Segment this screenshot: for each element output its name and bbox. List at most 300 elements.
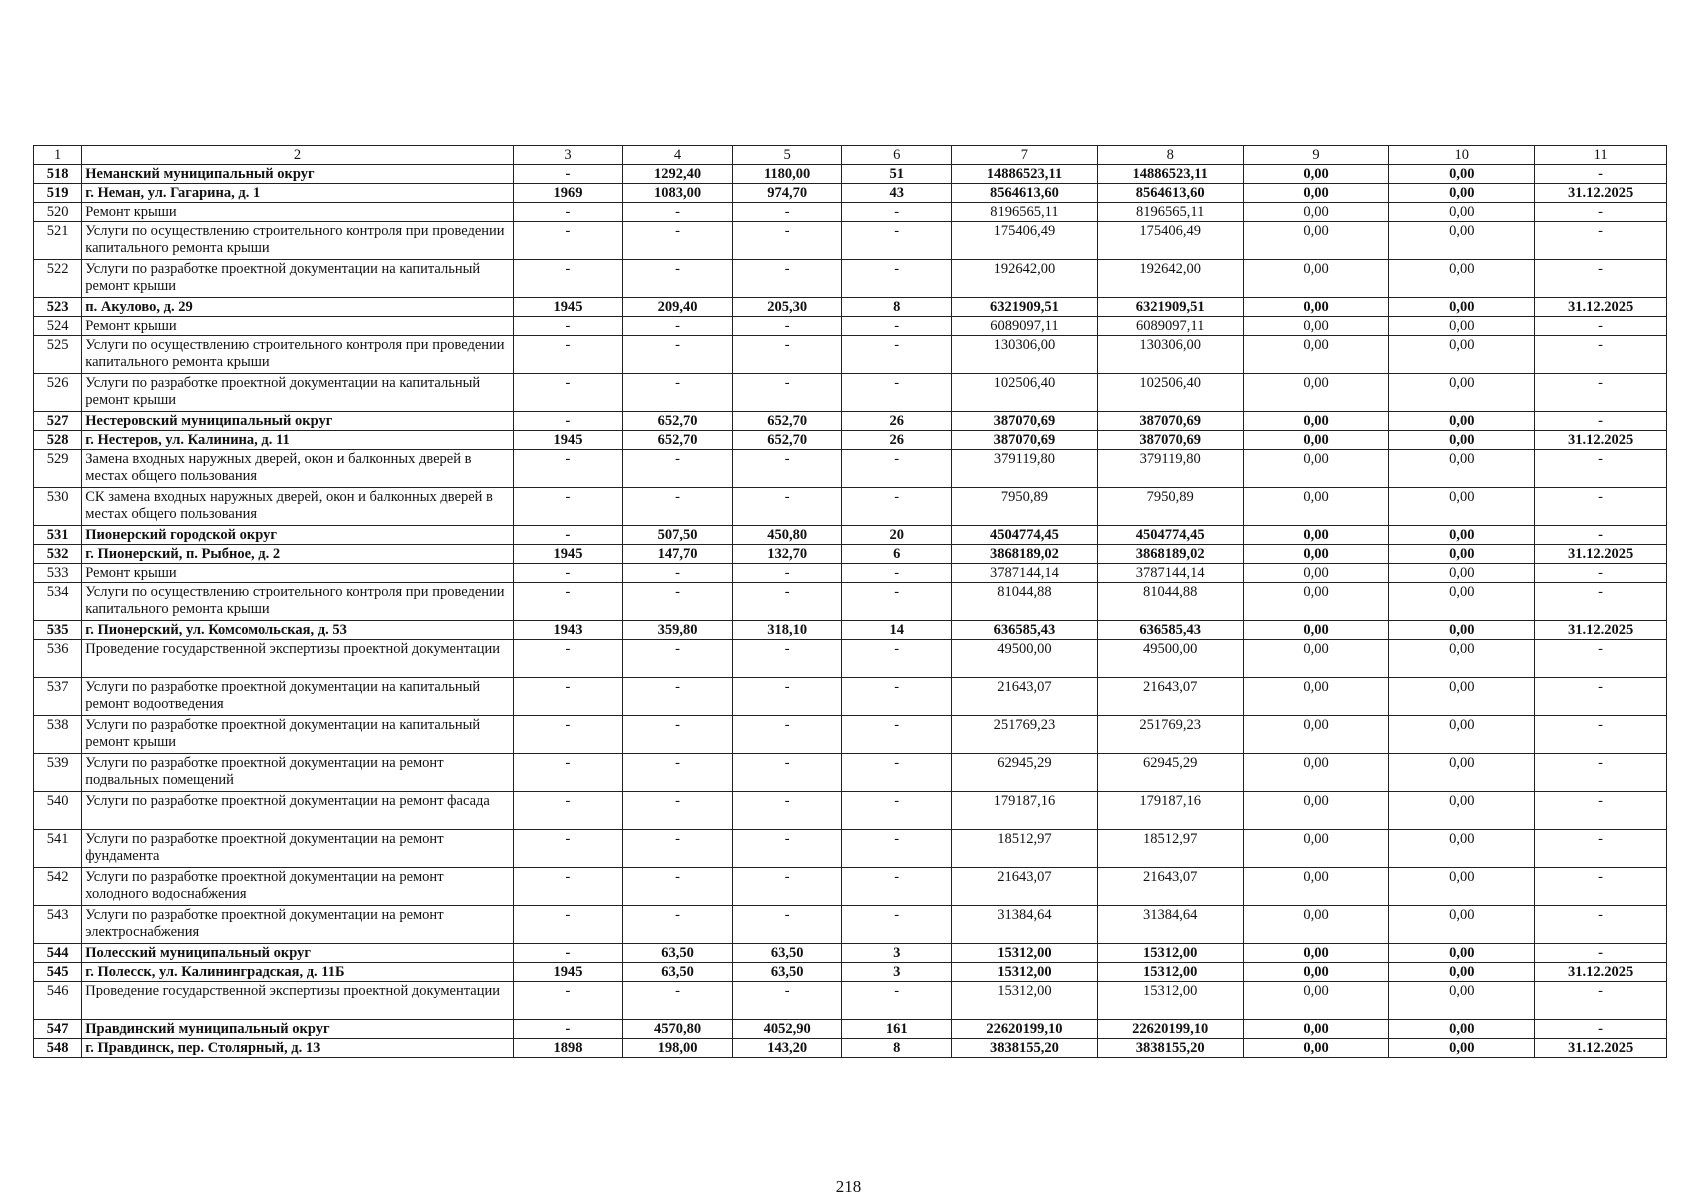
value-cell: 132,70	[732, 545, 842, 564]
value-cell: 21643,07	[1097, 678, 1243, 716]
value-cell: 1969	[513, 184, 623, 203]
value-cell: -	[623, 716, 733, 754]
value-cell: -	[513, 488, 623, 526]
value-cell: -	[842, 982, 952, 1020]
value-cell: 974,70	[732, 184, 842, 203]
value-cell: 62945,29	[1097, 754, 1243, 792]
value-cell: 0,00	[1243, 640, 1389, 678]
value-cell: -	[1535, 792, 1667, 830]
value-cell: -	[842, 260, 952, 298]
value-cell: 0,00	[1389, 260, 1535, 298]
value-cell: 15312,00	[952, 963, 1098, 982]
value-cell: -	[623, 868, 733, 906]
value-cell: -	[732, 868, 842, 906]
description-cell: п. Акулово, д. 29	[82, 298, 513, 317]
value-cell: -	[1535, 374, 1667, 412]
value-cell: 31.12.2025	[1535, 184, 1667, 203]
value-cell: -	[1535, 1020, 1667, 1039]
row-number-cell: 526	[34, 374, 82, 412]
description-cell: Услуги по осуществлению строительного контроля при проведении капитального ремонта крыши	[82, 222, 513, 260]
table-row	[34, 526, 1667, 545]
row-number-cell: 529	[34, 450, 82, 488]
value-cell: -	[732, 678, 842, 716]
table-row	[34, 431, 1667, 450]
description-cell: Неманский муниципальный округ	[82, 165, 513, 184]
value-cell: -	[842, 906, 952, 944]
value-cell: 175406,49	[1097, 222, 1243, 260]
value-cell: -	[732, 336, 842, 374]
row-number-cell: 524	[34, 317, 82, 336]
value-cell: 15312,00	[952, 982, 1098, 1020]
row-number-cell: 540	[34, 792, 82, 830]
value-cell: 387070,69	[952, 431, 1098, 450]
value-cell: 0,00	[1389, 545, 1535, 564]
table-row	[34, 830, 1667, 868]
table-row	[34, 450, 1667, 488]
value-cell: -	[513, 982, 623, 1020]
value-cell: -	[513, 1020, 623, 1039]
value-cell: 0,00	[1389, 1039, 1535, 1058]
value-cell: 6089097,11	[1097, 317, 1243, 336]
row-number-cell: 536	[34, 640, 82, 678]
description-cell: Услуги по разработке проектной документации на ремонт электроснабжения	[82, 906, 513, 944]
value-cell: 3868189,02	[1097, 545, 1243, 564]
value-cell: -	[513, 450, 623, 488]
value-cell: 192642,00	[952, 260, 1098, 298]
value-cell: 0,00	[1243, 222, 1389, 260]
value-cell: 0,00	[1389, 621, 1535, 640]
value-cell: -	[513, 868, 623, 906]
value-cell: -	[1535, 165, 1667, 184]
value-cell: -	[842, 222, 952, 260]
description-cell: Проведение государственной экспертизы проектной документации	[82, 640, 513, 678]
value-cell: 0,00	[1243, 165, 1389, 184]
value-cell: -	[513, 317, 623, 336]
value-cell: 0,00	[1243, 488, 1389, 526]
value-cell: 0,00	[1243, 526, 1389, 545]
value-cell: 3787144,14	[952, 564, 1098, 583]
value-cell: 0,00	[1389, 222, 1535, 260]
table-row	[34, 982, 1667, 1020]
value-cell: -	[842, 640, 952, 678]
value-cell: 15312,00	[1097, 963, 1243, 982]
value-cell: 0,00	[1389, 564, 1535, 583]
value-cell: -	[623, 564, 733, 583]
value-cell: 209,40	[623, 298, 733, 317]
value-cell: 652,70	[623, 431, 733, 450]
value-cell: 0,00	[1243, 792, 1389, 830]
value-cell: -	[623, 640, 733, 678]
row-number-cell: 520	[34, 203, 82, 222]
value-cell: -	[1535, 982, 1667, 1020]
value-cell: 0,00	[1389, 868, 1535, 906]
value-cell: 1898	[513, 1039, 623, 1058]
value-cell: 0,00	[1389, 678, 1535, 716]
value-cell: 0,00	[1389, 374, 1535, 412]
value-cell: 8564613,60	[1097, 184, 1243, 203]
value-cell: 8196565,11	[1097, 203, 1243, 222]
value-cell: 507,50	[623, 526, 733, 545]
column-number-cell: 6	[842, 146, 952, 165]
value-cell: -	[1535, 944, 1667, 963]
value-cell: 0,00	[1389, 184, 1535, 203]
value-cell: -	[513, 564, 623, 583]
value-cell: -	[1535, 336, 1667, 374]
value-cell: -	[842, 564, 952, 583]
value-cell: 130306,00	[1097, 336, 1243, 374]
value-cell: 0,00	[1243, 1020, 1389, 1039]
value-cell: -	[1535, 203, 1667, 222]
description-cell: Полесский муниципальный округ	[82, 944, 513, 963]
data-table	[33, 145, 1667, 1058]
table-row	[34, 203, 1667, 222]
description-cell: Услуги по разработке проектной документации на ремонт подвальных помещений	[82, 754, 513, 792]
description-cell: Услуги по разработке проектной документации на капитальный ремонт водоотведения	[82, 678, 513, 716]
value-cell: 3787144,14	[1097, 564, 1243, 583]
description-cell: г. Нестеров, ул. Калинина, д. 11	[82, 431, 513, 450]
value-cell: -	[732, 450, 842, 488]
value-cell: 14	[842, 621, 952, 640]
description-cell: Услуги по осуществлению строительного контроля при проведении капитального ремонта крыши	[82, 336, 513, 374]
value-cell: 0,00	[1389, 412, 1535, 431]
value-cell: -	[842, 716, 952, 754]
value-cell: 0,00	[1243, 336, 1389, 374]
row-number-cell: 548	[34, 1039, 82, 1058]
value-cell: 0,00	[1389, 982, 1535, 1020]
value-cell: 31.12.2025	[1535, 298, 1667, 317]
value-cell: -	[732, 564, 842, 583]
row-number-cell: 542	[34, 868, 82, 906]
column-number-cell: 5	[732, 146, 842, 165]
value-cell: 143,20	[732, 1039, 842, 1058]
row-number-cell: 544	[34, 944, 82, 963]
value-cell: 49500,00	[1097, 640, 1243, 678]
value-cell: 387070,69	[1097, 412, 1243, 431]
value-cell: -	[513, 165, 623, 184]
description-cell: Услуги по разработке проектной документации на ремонт фундамента	[82, 830, 513, 868]
value-cell: -	[732, 754, 842, 792]
value-cell: 198,00	[623, 1039, 733, 1058]
value-cell: -	[732, 203, 842, 222]
value-cell: 0,00	[1389, 906, 1535, 944]
value-cell: 0,00	[1389, 963, 1535, 982]
description-cell: Нестеровский муниципальный округ	[82, 412, 513, 431]
value-cell: -	[1535, 526, 1667, 545]
value-cell: 0,00	[1243, 583, 1389, 621]
table-row	[34, 944, 1667, 963]
value-cell: 20	[842, 526, 952, 545]
table-row	[34, 754, 1667, 792]
row-number-cell: 519	[34, 184, 82, 203]
value-cell: -	[732, 260, 842, 298]
value-cell: 14886523,11	[952, 165, 1098, 184]
value-cell: 0,00	[1389, 203, 1535, 222]
value-cell: -	[513, 792, 623, 830]
value-cell: -	[1535, 583, 1667, 621]
value-cell: 49500,00	[952, 640, 1098, 678]
value-cell: 6	[842, 545, 952, 564]
value-cell: -	[1535, 564, 1667, 583]
value-cell: -	[1535, 716, 1667, 754]
value-cell: 15312,00	[1097, 982, 1243, 1020]
value-cell: 0,00	[1243, 298, 1389, 317]
value-cell: -	[623, 317, 733, 336]
row-number-cell: 525	[34, 336, 82, 374]
table-row	[34, 165, 1667, 184]
row-number-cell: 541	[34, 830, 82, 868]
value-cell: -	[732, 716, 842, 754]
value-cell: -	[732, 792, 842, 830]
value-cell: 652,70	[732, 412, 842, 431]
row-number-cell: 534	[34, 583, 82, 621]
value-cell: -	[623, 203, 733, 222]
description-cell: СК замена входных наружных дверей, окон и балконных дверей в местах общего пользования	[82, 488, 513, 526]
value-cell: -	[1535, 640, 1667, 678]
column-number-cell: 1	[34, 146, 82, 165]
value-cell: 6089097,11	[952, 317, 1098, 336]
table-row	[34, 545, 1667, 564]
value-cell: -	[513, 203, 623, 222]
value-cell: 450,80	[732, 526, 842, 545]
value-cell: -	[1535, 222, 1667, 260]
row-number-cell: 545	[34, 963, 82, 982]
table-row	[34, 222, 1667, 260]
description-cell: Услуги по разработке проектной документации на ремонт холодного водоснабжения	[82, 868, 513, 906]
value-cell: 318,10	[732, 621, 842, 640]
value-cell: 161	[842, 1020, 952, 1039]
row-number-cell: 518	[34, 165, 82, 184]
value-cell: 6321909,51	[1097, 298, 1243, 317]
value-cell: 31.12.2025	[1535, 431, 1667, 450]
value-cell: -	[842, 317, 952, 336]
value-cell: -	[842, 583, 952, 621]
value-cell: -	[513, 944, 623, 963]
value-cell: 359,80	[623, 621, 733, 640]
value-cell: 8	[842, 1039, 952, 1058]
description-cell: Правдинский муниципальный округ	[82, 1020, 513, 1039]
value-cell: 0,00	[1243, 944, 1389, 963]
row-number-cell: 538	[34, 716, 82, 754]
value-cell: -	[732, 583, 842, 621]
value-cell: 0,00	[1243, 431, 1389, 450]
value-cell: -	[623, 583, 733, 621]
row-number-cell: 535	[34, 621, 82, 640]
value-cell: 192642,00	[1097, 260, 1243, 298]
table-row	[34, 317, 1667, 336]
value-cell: 8196565,11	[952, 203, 1098, 222]
value-cell: 179187,16	[952, 792, 1098, 830]
value-cell: 652,70	[732, 431, 842, 450]
value-cell: -	[1535, 488, 1667, 526]
value-cell: -	[623, 678, 733, 716]
value-cell: 1943	[513, 621, 623, 640]
value-cell: 130306,00	[952, 336, 1098, 374]
value-cell: 62945,29	[952, 754, 1098, 792]
table-row	[34, 640, 1667, 678]
value-cell: -	[1535, 450, 1667, 488]
row-number-cell: 522	[34, 260, 82, 298]
value-cell: 18512,97	[1097, 830, 1243, 868]
value-cell: -	[732, 982, 842, 1020]
description-cell: г. Пионерский, ул. Комсомольская, д. 53	[82, 621, 513, 640]
value-cell: -	[842, 830, 952, 868]
value-cell: 1083,00	[623, 184, 733, 203]
table-row	[34, 298, 1667, 317]
value-cell: -	[623, 754, 733, 792]
value-cell: -	[623, 830, 733, 868]
description-cell: г. Пионерский, п. Рыбное, д. 2	[82, 545, 513, 564]
description-cell: Пионерский городской округ	[82, 526, 513, 545]
value-cell: 0,00	[1243, 963, 1389, 982]
value-cell: 179187,16	[1097, 792, 1243, 830]
table-row	[34, 963, 1667, 982]
value-cell: 387070,69	[952, 412, 1098, 431]
table-row	[34, 412, 1667, 431]
value-cell: -	[1535, 830, 1667, 868]
value-cell: 63,50	[623, 963, 733, 982]
value-cell: 0,00	[1243, 621, 1389, 640]
value-cell: -	[513, 640, 623, 678]
value-cell: 3838155,20	[952, 1039, 1098, 1058]
value-cell: 0,00	[1389, 1020, 1535, 1039]
description-cell: г. Правдинск, пер. Столярный, д. 13	[82, 1039, 513, 1058]
value-cell: 0,00	[1243, 260, 1389, 298]
table-row	[34, 564, 1667, 583]
value-cell: 4570,80	[623, 1020, 733, 1039]
table-row	[34, 621, 1667, 640]
value-cell: 0,00	[1243, 374, 1389, 412]
column-number-cell: 8	[1097, 146, 1243, 165]
value-cell: -	[1535, 412, 1667, 431]
value-cell: -	[513, 678, 623, 716]
description-cell: Ремонт крыши	[82, 564, 513, 583]
value-cell: -	[1535, 754, 1667, 792]
value-cell: 31.12.2025	[1535, 963, 1667, 982]
value-cell: -	[513, 830, 623, 868]
row-number-cell: 527	[34, 412, 82, 431]
value-cell: 0,00	[1243, 450, 1389, 488]
description-cell: Услуги по осуществлению строительного контроля при проведении капитального ремонта крыши	[82, 583, 513, 621]
description-cell: Ремонт крыши	[82, 317, 513, 336]
value-cell: -	[623, 792, 733, 830]
value-cell: -	[842, 868, 952, 906]
value-cell: -	[623, 982, 733, 1020]
row-number-cell: 532	[34, 545, 82, 564]
row-number-cell: 539	[34, 754, 82, 792]
value-cell: -	[623, 374, 733, 412]
value-cell: 18512,97	[952, 830, 1098, 868]
value-cell: 379119,80	[952, 450, 1098, 488]
value-cell: 7950,89	[952, 488, 1098, 526]
table-row	[34, 1020, 1667, 1039]
table-row	[34, 906, 1667, 944]
value-cell: 15312,00	[952, 944, 1098, 963]
value-cell: 0,00	[1243, 203, 1389, 222]
value-cell: 636585,43	[1097, 621, 1243, 640]
table-row	[34, 374, 1667, 412]
description-cell: Услуги по разработке проектной документации на ремонт фасада	[82, 792, 513, 830]
value-cell: -	[513, 260, 623, 298]
column-number-cell: 10	[1389, 146, 1535, 165]
value-cell: 636585,43	[952, 621, 1098, 640]
value-cell: 31.12.2025	[1535, 1039, 1667, 1058]
value-cell: 251769,23	[1097, 716, 1243, 754]
value-cell: 31384,64	[952, 906, 1098, 944]
value-cell: 4052,90	[732, 1020, 842, 1039]
value-cell: 175406,49	[952, 222, 1098, 260]
value-cell: -	[623, 260, 733, 298]
row-number-cell: 521	[34, 222, 82, 260]
value-cell: 0,00	[1389, 716, 1535, 754]
value-cell: -	[842, 203, 952, 222]
table-row	[34, 1039, 1667, 1058]
value-cell: -	[623, 450, 733, 488]
value-cell: 22620199,10	[952, 1020, 1098, 1039]
value-cell: 21643,07	[1097, 868, 1243, 906]
value-cell: -	[623, 488, 733, 526]
page-number: 218	[835, 1177, 862, 1196]
value-cell: 8564613,60	[952, 184, 1098, 203]
value-cell: 0,00	[1243, 678, 1389, 716]
description-cell: Услуги по разработке проектной документации на капитальный ремонт крыши	[82, 374, 513, 412]
value-cell: 22620199,10	[1097, 1020, 1243, 1039]
table-body	[34, 146, 1667, 1058]
value-cell: 0,00	[1243, 412, 1389, 431]
table-row	[34, 260, 1667, 298]
value-cell: 1945	[513, 431, 623, 450]
column-number-cell: 3	[513, 146, 623, 165]
value-cell: 102506,40	[1097, 374, 1243, 412]
value-cell: -	[513, 336, 623, 374]
value-cell: 0,00	[1389, 830, 1535, 868]
table-row	[34, 716, 1667, 754]
row-number-cell: 543	[34, 906, 82, 944]
value-cell: -	[1535, 678, 1667, 716]
table-row	[34, 184, 1667, 203]
value-cell: 6321909,51	[952, 298, 1098, 317]
value-cell: 0,00	[1389, 165, 1535, 184]
value-cell: -	[732, 374, 842, 412]
value-cell: 102506,40	[952, 374, 1098, 412]
value-cell: 0,00	[1389, 944, 1535, 963]
column-number-cell: 4	[623, 146, 733, 165]
value-cell: 1292,40	[623, 165, 733, 184]
table-row	[34, 868, 1667, 906]
value-cell: 1945	[513, 545, 623, 564]
row-number-cell: 528	[34, 431, 82, 450]
description-cell: г. Неман, ул. Гагарина, д. 1	[82, 184, 513, 203]
value-cell: 251769,23	[952, 716, 1098, 754]
value-cell: 1945	[513, 963, 623, 982]
value-cell: -	[623, 336, 733, 374]
value-cell: 14886523,11	[1097, 165, 1243, 184]
value-cell: 3	[842, 944, 952, 963]
value-cell: 8	[842, 298, 952, 317]
value-cell: 0,00	[1243, 906, 1389, 944]
column-number-cell: 2	[82, 146, 513, 165]
value-cell: 31.12.2025	[1535, 545, 1667, 564]
value-cell: 31.12.2025	[1535, 621, 1667, 640]
value-cell: 26	[842, 431, 952, 450]
value-cell: 63,50	[623, 944, 733, 963]
row-number-cell: 547	[34, 1020, 82, 1039]
value-cell: -	[842, 792, 952, 830]
value-cell: -	[842, 336, 952, 374]
value-cell: 81044,88	[952, 583, 1098, 621]
value-cell: -	[1535, 906, 1667, 944]
value-cell: -	[513, 716, 623, 754]
description-cell: Услуги по разработке проектной документации на капитальный ремонт крыши	[82, 716, 513, 754]
